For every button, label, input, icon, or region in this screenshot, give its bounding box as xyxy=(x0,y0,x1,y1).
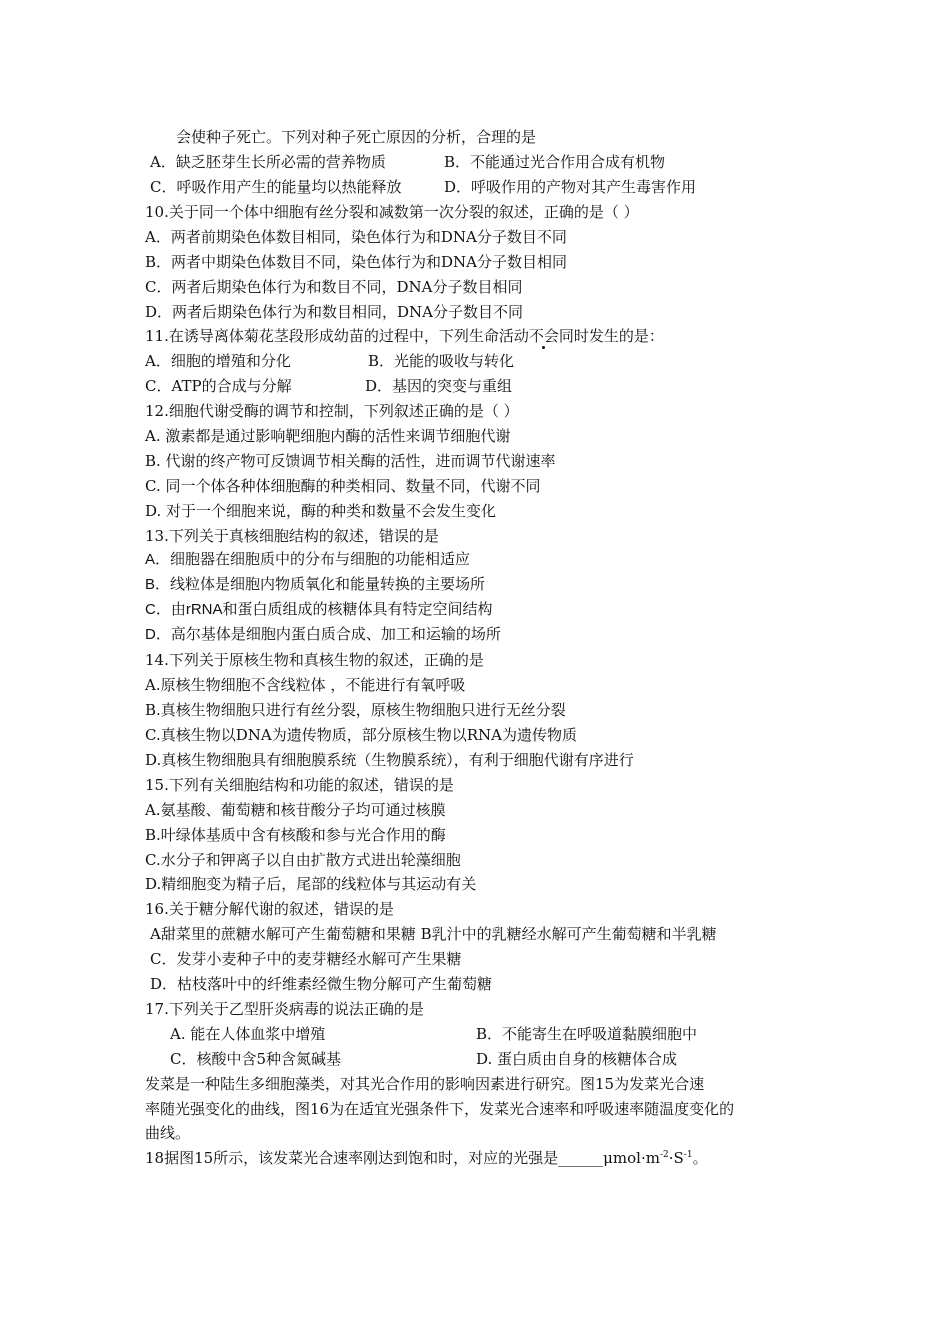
punctuation: 。 xyxy=(692,1149,708,1167)
question-11 xyxy=(145,326,664,346)
question-13: 13.下列关于真核细胞结构的叙述，错误的是 xyxy=(145,527,439,545)
emphasis-text: 不会 xyxy=(528,327,559,345)
option-d: D．高尔基体是细胞内蛋白质合成、加工和运输的场所 xyxy=(145,626,501,643)
question-15: 15.下列有关细胞结构和功能的叙述，错误的是 xyxy=(145,776,454,794)
option-d: D.真核生物细胞具有细胞膜系统（生物膜系统），有利于细胞代谢有序进行 xyxy=(145,751,634,769)
option-d: D．呼吸作用的产物对其产生毒害作用 xyxy=(444,178,697,196)
question-16: 16.关于糖分解代谢的叙述，错误的是 xyxy=(145,900,394,918)
superscript: -1 xyxy=(683,1150,693,1160)
option-a: A．两者前期染色体数目相同，染色体行为和DNA分子数目不同 xyxy=(145,228,567,246)
option-d: D.精细胞变为精子后，尾部的线粒体与其运动有关 xyxy=(145,875,477,893)
option-c: C．ATP的合成与分解 xyxy=(145,377,292,395)
option-a: A. 能在人体血浆中增殖 xyxy=(170,1025,326,1043)
superscript: -2 xyxy=(659,1150,669,1160)
option-c: C.真核生物以DNA为遗传物质，部分原核生物以RNA为遗传物质 xyxy=(145,726,577,744)
option-b: B．不能通过光合作用合成有机物 xyxy=(444,153,666,171)
option-a-b: A甜菜里的蔗糖水解可产生葡萄糖和果糖 B乳汁中的乳糖经水解可产生葡萄糖和半乳糖 xyxy=(150,925,717,943)
option-b: B．线粒体是细胞内物质氧化和能量转换的主要场所 xyxy=(145,576,486,593)
unit-text: ·S xyxy=(668,1149,684,1167)
option-a: A．缺乏胚芽生长所必需的营养物质 xyxy=(150,153,386,171)
option-b: B．不能寄生在呼吸道黏膜细胞中 xyxy=(476,1025,698,1043)
question-text: 同时发生的是： xyxy=(558,327,664,345)
option-a: A.原核生物细胞不含线粒体 ，不能进行有氧呼吸 xyxy=(145,676,466,694)
option-d: D．基因的突变与重组 xyxy=(365,377,513,395)
option-b: B.叶绿体基质中含有核酸和参与光合作用的酶 xyxy=(145,826,446,844)
question-14: 14.下列关于原核生物和真核生物的叙述，正确的是 xyxy=(145,651,484,669)
option-c: C.水分子和钾离子以自由扩散方式进出轮藻细胞 xyxy=(145,851,461,869)
option-d: D．两者后期染色体行为和数目相同，DNA分子数目不同 xyxy=(145,303,524,321)
question-18 xyxy=(145,1148,708,1168)
option-c: C．两者后期染色体行为和数目不同，DNA分子数目相同 xyxy=(145,278,523,296)
question-17: 17.下列关于乙型肝炎病毒的说法正确的是 xyxy=(145,1000,424,1018)
option-b: B．光能的吸收与转化 xyxy=(368,352,515,370)
passage-text: 曲线。 xyxy=(145,1124,191,1142)
option-a: A.氨基酸、葡萄糖和核苷酸分子均可通过核膜 xyxy=(145,801,446,819)
option-b: B. 代谢的终产物可反馈调节相关酶的活性，进而调节代谢速率 xyxy=(145,452,556,470)
question-10: 10.关于同一个体中细胞有丝分裂和减数第一次分裂的叙述，正确的是（ ） xyxy=(145,203,639,221)
text-line: 会使种子死亡。下列对种子死亡原因的分析，合理的是 xyxy=(176,128,537,146)
option-d: D. 蛋白质由自身的核糖体合成 xyxy=(476,1050,678,1068)
option-c: C．由rRNA和蛋白质组成的核糖体具有特定空间结构 xyxy=(145,601,493,618)
question-text: 18据图15所示，该发菜光合速率刚达到饱和时，对应的光强是______μmol·m xyxy=(145,1149,660,1167)
option-c: C. 同一个体各种体细胞酶的种类相同、数量不同，代谢不同 xyxy=(145,477,541,495)
question-text: 11.在诱导离体菊花茎段形成幼苗的过程中，下列生命活动 xyxy=(145,327,529,345)
option-b: B．两者中期染色体数目不同，染色体行为和DNA分子数目相同 xyxy=(145,253,568,271)
option-d: D. 对于一个细胞来说，酶的种类和数量不会发生变化 xyxy=(145,502,497,520)
option-a: A．细胞的增殖和分化 xyxy=(145,352,291,370)
passage-text: 率随光强变化的曲线，图16为在适宜光强条件下，发菜光合速率和呼吸速率随温度变化的 xyxy=(145,1100,735,1118)
option-b: B.真核生物细胞只进行有丝分裂，原核生物细胞只进行无丝分裂 xyxy=(145,701,566,719)
option-d: D．枯枝落叶中的纤维素经微生物分解可产生葡萄糖 xyxy=(150,975,493,993)
option-a: A．细胞器在细胞质中的分布与细胞的功能相适应 xyxy=(145,551,471,568)
question-12: 12.细胞代谢受酶的调节和控制，下列叙述正确的是（ ） xyxy=(145,402,519,420)
option-c: C．核酸中含5种含氮碱基 xyxy=(170,1050,342,1068)
option-c: C．呼吸作用产生的能量均以热能释放 xyxy=(150,178,402,196)
option-c: C．发芽小麦种子中的麦芽糖经水解可产生果糖 xyxy=(150,950,462,968)
passage-text: 发菜是一种陆生多细胞藻类，对其光合作用的影响因素进行研究。图15为发菜光合速 xyxy=(145,1075,705,1093)
option-a: A. 激素都是通过影响靶细胞内酶的活性来调节细胞代谢 xyxy=(145,427,511,445)
